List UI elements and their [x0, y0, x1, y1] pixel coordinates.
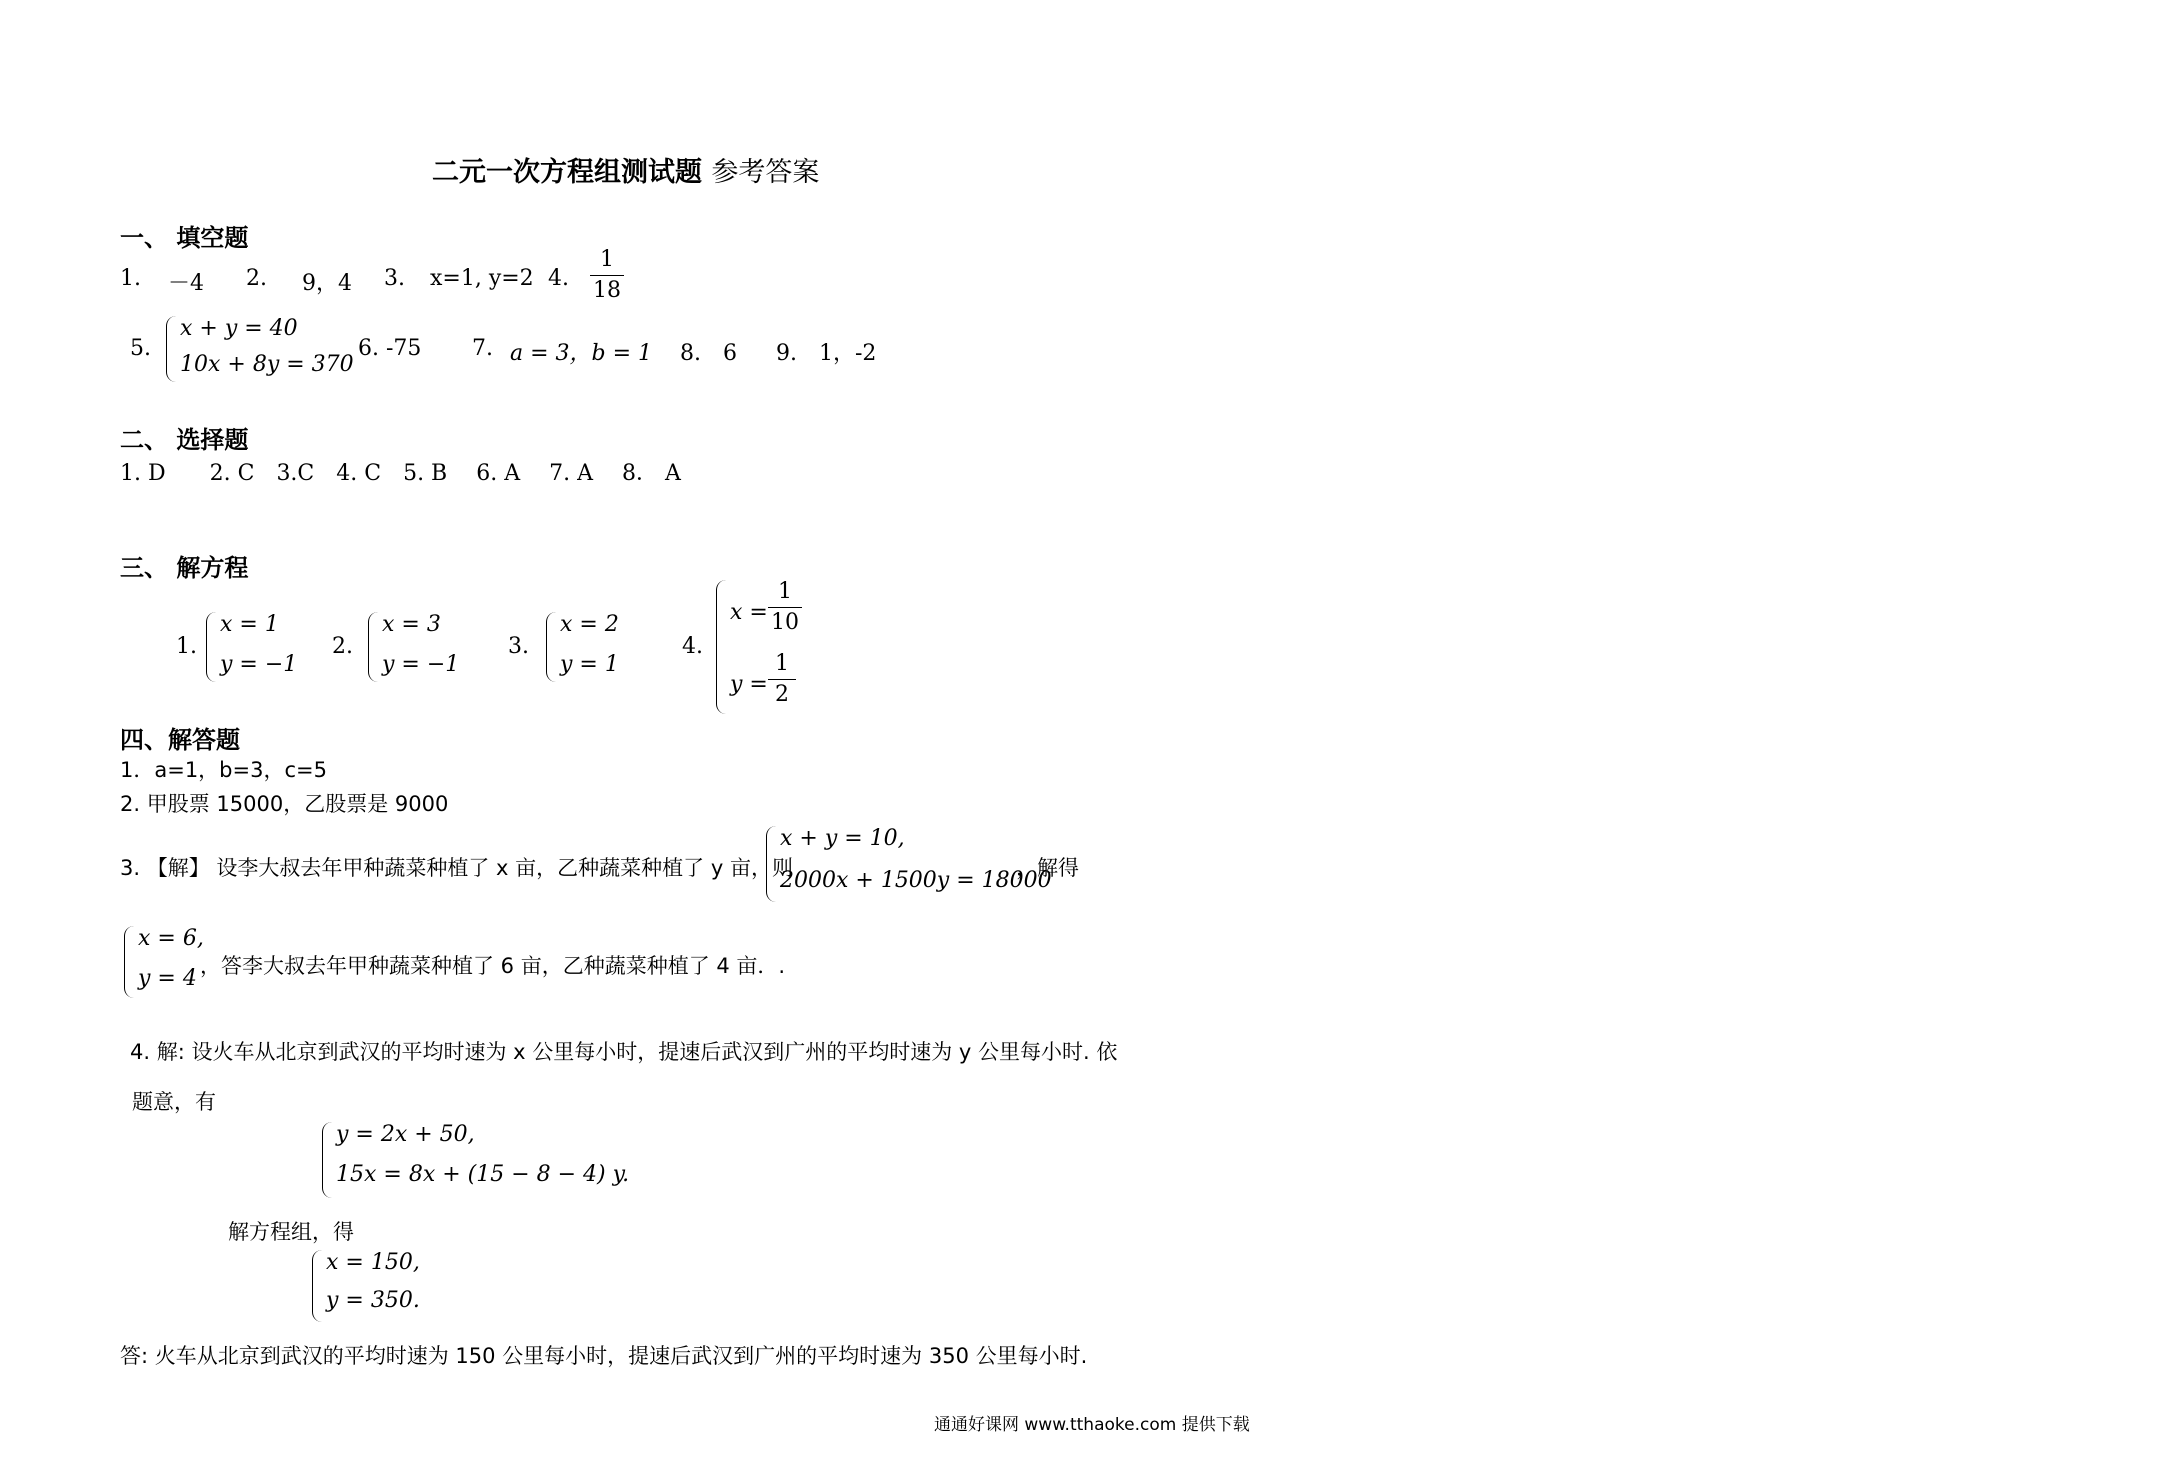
equation-line-2: y = 1: [560, 652, 619, 677]
y-fraction: [768, 652, 796, 707]
s1-q2-num: 2.: [246, 266, 267, 291]
x-fraction: [768, 580, 802, 635]
s4-q4-answer: 答: 火车从北京到武汉的平均时速为 150 公里每小时，提速后武汉到广州的平均时速为 350 公里每小时.: [120, 1344, 1088, 1368]
left-brace: [546, 612, 557, 682]
fraction-denominator: 18: [593, 278, 621, 304]
left-brace: [368, 612, 379, 682]
equation-line-1: x = 1: [220, 612, 279, 637]
s1-q1-answer: －4: [168, 271, 204, 296]
equation-line-2: y = −1: [382, 652, 460, 677]
s1-q2-answer: 9，4: [302, 271, 352, 296]
equation-line-2: 2000x + 1500y = 18000: [780, 868, 1052, 893]
s4-q4-solution: [312, 1250, 432, 1322]
equation-line-2: 10x + 8y = 370: [180, 352, 354, 377]
s3-q4-num: 4.: [682, 634, 703, 659]
s1-q4-num: 4.: [548, 266, 569, 291]
s3-q2-system: [368, 612, 468, 682]
equation-line-2: y = 4: [138, 966, 197, 991]
s4-q4-line1: 4. 解: 设火车从北京到武汉的平均时速为 x 公里每小时，提速后武汉到广州的平均时速为 y 公里每小时. 依: [130, 1040, 1118, 1064]
fraction-denominator: 2: [775, 682, 789, 708]
footer: 通通好课网 www.tthaoke.com 提供下载: [934, 1415, 1250, 1435]
equation-line-1: y = 2x + 50,: [336, 1122, 475, 1147]
s1-q6-answer: 6. -75: [358, 336, 422, 361]
fraction-bar: [590, 275, 624, 276]
left-brace: [124, 926, 135, 998]
equation-line-2: y = −1: [220, 652, 298, 677]
fraction-denominator: 10: [771, 610, 799, 636]
s3-q1-system: [206, 612, 306, 682]
equation-line-1: x = 6,: [138, 926, 204, 951]
s1-q5-system: [166, 316, 354, 382]
page-title: [432, 150, 819, 189]
left-brace: [312, 1250, 323, 1322]
fraction-numerator: 1: [600, 247, 614, 272]
y-label: y =: [730, 672, 768, 697]
s4-q2: 2. 甲股票 15000，乙股票是 9000: [120, 792, 449, 816]
s4-q3-after: ，解得: [1016, 856, 1079, 880]
left-brace: [322, 1122, 333, 1198]
fraction-bar: [768, 679, 796, 680]
equation-line-1: x = 3: [382, 612, 441, 637]
fraction-bar: [768, 607, 802, 608]
x-label: x =: [730, 600, 768, 625]
equation-line-1: x = 150,: [326, 1250, 420, 1275]
section-3-heading: 三、 解方程: [120, 554, 249, 582]
s4-q1: 1．a=1，b=3，c=5: [120, 758, 327, 782]
fraction-numerator: 1: [778, 579, 792, 604]
equation-line-2: y = 350.: [326, 1288, 420, 1313]
left-brace: [766, 826, 777, 902]
s4-q4-line2: 题意，有: [132, 1090, 216, 1114]
s3-q2-num: 2.: [332, 634, 353, 659]
equation-line-1: x = 2: [560, 612, 619, 637]
left-brace: [716, 580, 727, 714]
s1-q5-num: 5.: [130, 336, 151, 361]
s1-q9-answer: 9. 1，-2: [776, 341, 877, 366]
equation-line-2: 15x = 8x + (15 − 8 − 4) y.: [336, 1162, 630, 1187]
s3-q3-system: [546, 612, 646, 682]
title-sub: 参考答案: [711, 157, 820, 188]
s3-q1-num: 1.: [176, 634, 197, 659]
s4-q3-solution: [124, 926, 204, 998]
s4-q3-intro: 3. 【解】 设李大叔去年甲种蔬菜种植了 x 亩，乙种蔬菜种植了 y 亩，则: [120, 856, 793, 880]
s4-q4-solve: 解方程组，得: [228, 1220, 354, 1244]
s1-q3-answer: x=1, y=2: [430, 266, 534, 291]
section-4-heading: 四、解答题: [120, 726, 240, 754]
title-main: 二元一次方程组测试题: [432, 157, 702, 188]
s4-q3-answer: ，答李大叔去年甲种蔬菜种植了 6 亩，乙种蔬菜种植了 4 亩．.: [200, 954, 786, 978]
section-1-heading: 一、 填空题: [120, 224, 249, 252]
s1-q7-answer: a = 3，b = 1: [510, 341, 653, 366]
s1-q3-num: 3.: [384, 266, 405, 291]
s2-answers: 1. D 2. C 3.C 4. C 5. B 6. A 7. A 8． A: [120, 461, 681, 486]
s1-q8-answer: 8. 6: [680, 341, 737, 366]
fraction-numerator: 1: [775, 651, 789, 676]
section-2-heading: 二、 选择题: [120, 426, 249, 454]
equation-line-1: x + y = 10,: [780, 826, 905, 851]
s3-q3-num: 3.: [508, 634, 529, 659]
s3-q4-system: [716, 580, 826, 714]
s1-q7-num: 7.: [472, 336, 493, 361]
s1-q4-fraction: [590, 248, 624, 303]
left-brace: [166, 316, 177, 382]
left-brace: [206, 612, 217, 682]
s1-q1-num: 1.: [120, 266, 141, 291]
equation-line-1: x + y = 40: [180, 316, 298, 341]
s4-q4-system: [322, 1122, 630, 1198]
